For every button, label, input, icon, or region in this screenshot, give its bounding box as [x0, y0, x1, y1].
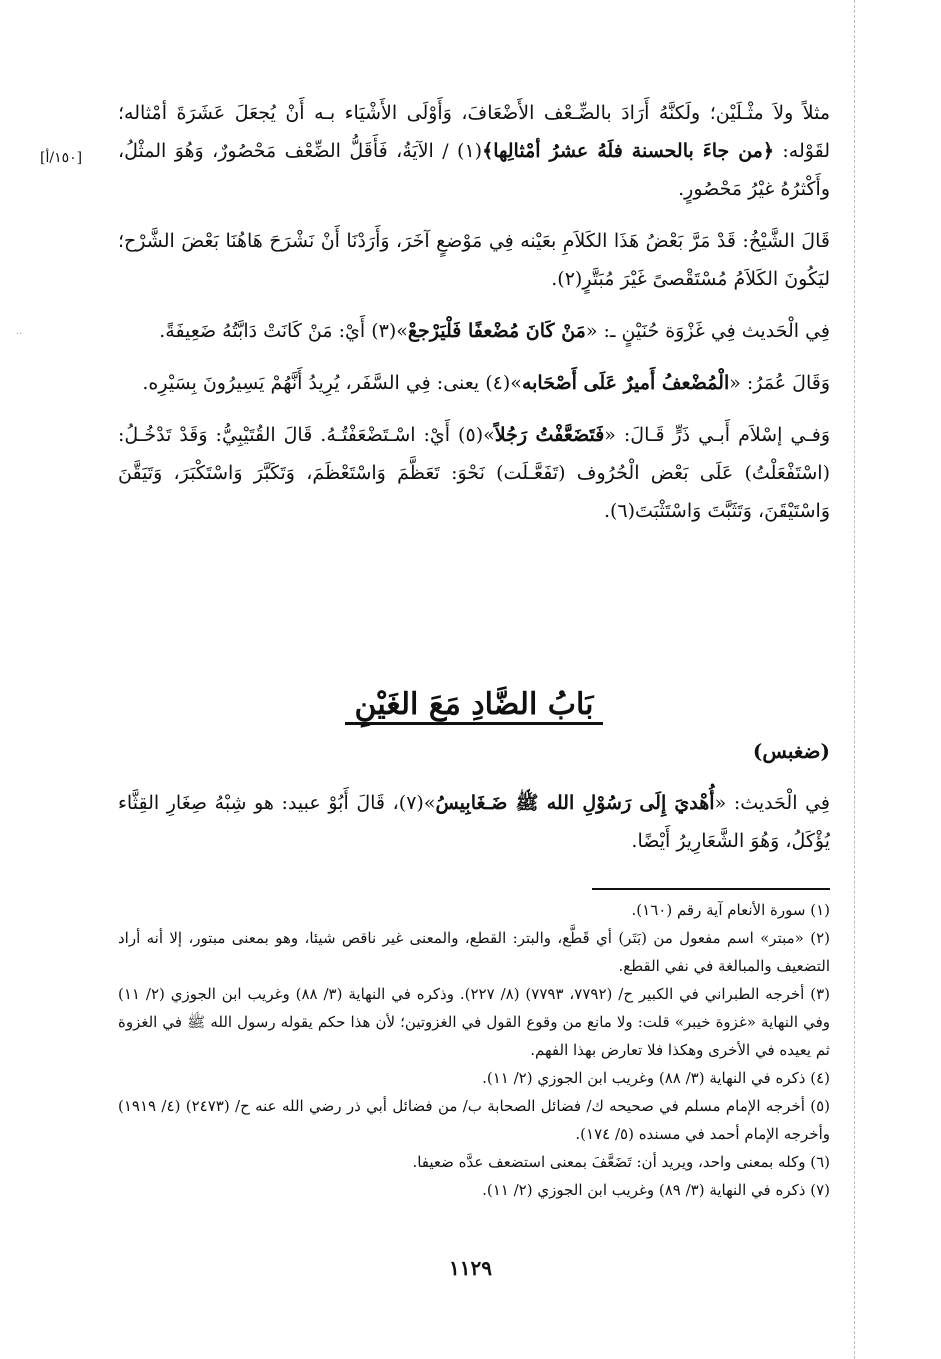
footnote: (٦) وكله بمعنى واحد، ويريد أن: تَضَعَّفَ بمعنى استضعف عدَّه ضعيفا.	[412, 1153, 830, 1171]
footnote-separator	[592, 888, 830, 890]
footnote: (٥) أخرجه الإمام مسلم في صحيحه ك/ فضائل الصحابة ب/ من فضائل أبي ذر رضي الله عنه ح/ (٢٤٧٣) (٤/ ١٩١٩) وأخرجه الإمام أحمد في مسنده (٥/ ١٧٤).	[118, 1097, 830, 1143]
hadith-quote: فَتَضَعَّفْتُ رَجُلاً	[494, 424, 605, 446]
footnotes	[118, 896, 830, 1204]
footnote: (٤) ذكره في النهاية (٣/ ٨٨) وغريب ابن الجوزي (٢/ ١١).	[482, 1069, 830, 1087]
paragraph-5: وَفـي إسْلاَم أَبـي ذَرٍّ قَـالَ: «فَتَضَعَّفْتُ رَجُلاً»(٥) أَيْ: اسْـتَضْعَفْتُـهُ. قَالَ القُتَيْبِيُّ: وَقَدْ تَدْخُـلُ: (اسْتَفْعَلْتُ) عَلَى بَعْض الْحُرُوف (تَفَعَّـلَت) نَحْوَ: تَعَظَّمَ وَاسْتَعْظَمَ، وَتَكَبَّرَ وَاسْتَكْبَرَ، وَتَيَقَّنَ وَاسْتَيْقَنَ، وَتَثَبَّتَ وَاسْتَثْبَتَ(٦).	[118, 424, 830, 522]
footnote: (٧) ذكره في النهاية (٣/ ٨٩) وغريب ابن الجوزي (٢/ ١١).	[482, 1181, 830, 1199]
page-number: ١١٢٩	[449, 1256, 492, 1280]
footnote: (٢) «مبتر» اسم مفعول من (بَتَر) أي قَطَّع، والبتر: القطع، والمعنى غير ناقص شيئا، وهو بمعنى مبتور، إلا أنه أراد التضعيف والمبالغة في نفي القطع.	[118, 929, 830, 975]
hadith-quote: الْمُضْعفُ أَميرٌ عَلَى أَصْحَابه	[521, 372, 730, 394]
paragraph-1: مثلاً ولاَ مثْـلَيْن؛ ولَكنَّهُ أَرَادَ بالضِّـعْف الأَضْعَافَ، وَأَوْلَى الأَشْيَاء بـه أَنْ يُجعَلَ عَشَرَةَ أمْثاله؛ لقَوْله: ﴿من جاءَ بالحسنة فلَهُ عشرُ أمْثالِها﴾(١) / الآيَةُ، فَأَقَلُّ الضِّعْف مَحْصُورٌ، وَهُوَ المثْلُ، وأَكْثرُهُ غيْرُ مَحْصُورٍ.	[118, 102, 830, 200]
hadith-paragraph: فِي الْحَديث: «أُهْديَ إِلَى رَسُوْلِ الله ﷺ ضَـغَابِيسُ»(٧)، قَالَ أَبُوْ عبيد: هو شِبْهُ صِغَارِ القِثَّاء يُؤْكَلُ، وَهُوَ الشَّعَارِيرُ أَيْضًا.	[118, 792, 831, 852]
hadith-quote: أُهْديَ إِلَى رَسُوْلِ الله ﷺ ضَـغَابِيسُ	[435, 792, 715, 814]
main-text	[118, 94, 830, 544]
root-word-heading: (ضغبس)	[752, 739, 830, 763]
footnote: (٣) أخرجه الطبراني في الكبير ح/ (٧٧٩٢، ٧٧٩٣) (٨/ ٢٢٧). وذكره في النهاية (٣/ ٨٨) وغريب ابن الجوزي (٢/ ١١) وفي النهاية «غزوة خيبر» قلت: ولا مانع من وقوع القول في الغزوتين؛ لأن هذا حكم يقوله رسول الله ﷺ في الغزوة ثم يعيده في الأخرى وهكذا فلا تعارض بهذا الفهم.	[118, 985, 830, 1059]
paragraph-4: وَقَالَ عُمَرُ: «الْمُضْعفُ أَميرٌ عَلَى أَصْحَابه»(٤) يعنى: فِي السَّفَر، يُرِيدُ أَنَّهُمْ يَسِيرُونَ بِسَيْرِه.	[142, 372, 830, 394]
margin-smudge: ..	[16, 326, 23, 337]
hadith-quote: مَنْ كَانَ مُضْعفًا فَلْيَرْجعْ	[407, 320, 586, 342]
manuscript-folio-reference: [١٥٠/أ]	[40, 150, 83, 166]
chapter-heading: بَابُ الضَّادِ مَعَ الغَيْنِ	[118, 680, 830, 730]
paragraph-3: فِي الْحَديث فِي غَزْوَة حُنَيْنٍ ـ: «مَنْ كَانَ مُضْعفًا فَلْيَرْجعْ»(٣) أَيْ: مَنْ كَانَتْ دَابَّتُهُ ضَعِيفَةً.	[159, 320, 830, 342]
paragraph-2: قَالَ الشَّيْخُ: قَدْ مَرَّ بَعْضُ هَذَا الكَلاَمِ بعَيْنه فِي مَوْضعٍ آخَرَ، وَأَرَدْنَا أَنْ نَشْرَحَ هَاهُنَا بَعْضَ الشَّرْح؛ ليَكُونَ الكَلاَمُ مُسْتَقْصىً غَيْرَ مُبَتَّرٍ(٢).	[118, 230, 830, 290]
quran-quote: ﴿من جاءَ بالحسنة فلَهُ عشرُ أمْثالِها﴾	[482, 140, 774, 162]
footnote: (١) سورة الأنعام آية رقم (١٦٠).	[631, 901, 830, 919]
margin-guide-line	[854, 0, 855, 1359]
